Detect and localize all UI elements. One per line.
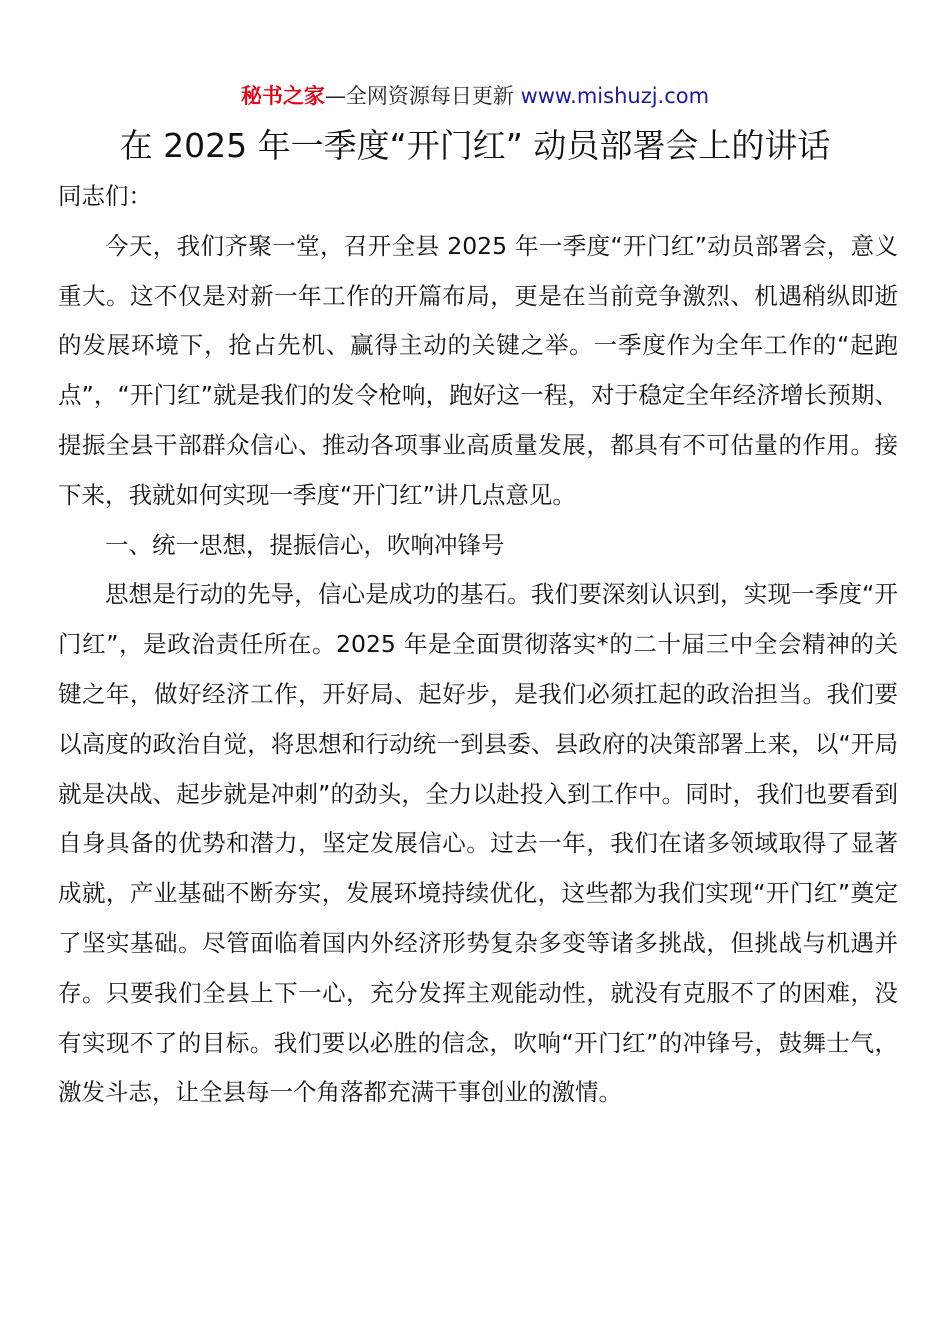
section-heading-1: 一、统一思想，提振信心，吹响冲锋号 [105, 530, 505, 559]
salutation: 同志们： [58, 182, 152, 210]
site-url-link[interactable]: www.mishuzj.com [520, 84, 710, 108]
paragraph-opening: 今天，我们齐聚一堂，召开全县 2025 年一季度“开门红”动员部署会，意义重大。这不仅是对新一年工作的开篇布局，更是在当前竞争激烈、机遇稍纵即逝的发展环境下，抢占先机、赢得主动的关键之举。一季度作为全年工作的“起跑点”，“开门红”就是我们的发令枪响，跑好这一程，对于稳定全年经济增长预期、提振全县干部群众信心、推动各项事业高质量发展，都具有不可估量的作用。接下来，我就如何实现一季度“开门红”讲几点意见。 [58, 231, 898, 509]
site-banner [0, 80, 950, 112]
document-title: 在 2025 年一季度“开门红” 动员部署会上的讲话 [119, 126, 831, 165]
brand-name: 秘书之家 [240, 84, 325, 108]
banner-tagline: —全网资源每日更新 [324, 84, 521, 108]
paragraph-section-1: 思想是行动的先导，信心是成功的基石。我们要深刻认识到，实现一季度“开门红”，是政治责任所在。2025 年是全面贯彻落实*的二十届三中全会精神的关键之年，做好经济工作，开好局、起好步，是我们必须扛起的政治担当。我们要以高度的政治自觉，将思想和行动统一到县委、县政府的决策部署上来，以“开局就是决战、起步就是冲刺”的劲头，全力以赴投入到工作中。同时，我们也要看到自身具备的优势和潜力，坚定发展信心。过去一年，我们在诸多领域取得了显著成就，产业基础不断夯实，发展环境持续优化，这些都为我们实现“开门红”奠定了坚实基础。尽管面临着国内外经济形势复杂多变等诸多挑战，但挑战与机遇并存。只要我们全县上下一心，充分发挥主观能动性，就没有克服不了的困难，没有实现不了的目标。我们要以必胜的信念，吹响“开门红”的冲锋号，鼓舞士气，激发斗志，让全县每一个角落都充满干事创业的激情。 [58, 580, 898, 1107]
document-body [58, 172, 898, 1118]
